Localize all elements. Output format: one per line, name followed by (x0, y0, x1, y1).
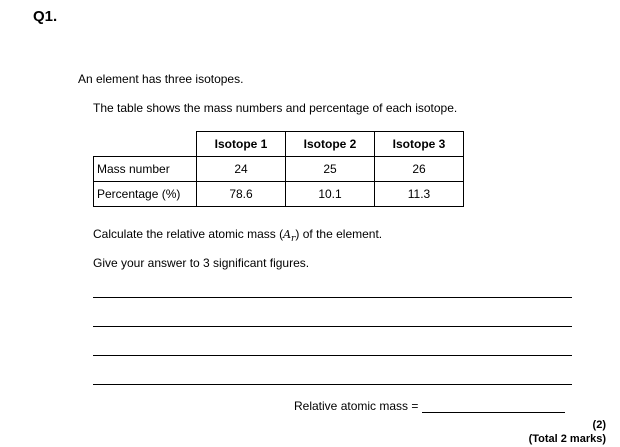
working-line-3[interactable] (93, 355, 572, 356)
question-number: Q1. (33, 8, 58, 25)
ar-symbol (283, 228, 296, 245)
row-label-percentage: Percentage (%) (94, 182, 197, 207)
row-label-mass-number: Mass number (94, 157, 197, 182)
cell-percentage-isotope-3: 11.3 (375, 182, 464, 207)
ar-symbol-subscript: r (291, 233, 296, 245)
total-marks-label: (Total 2 marks) (528, 433, 606, 445)
cell-mass-isotope-2: 25 (286, 157, 375, 182)
cell-mass-isotope-3: 26 (375, 157, 464, 182)
header-isotope-3: Isotope 3 (375, 132, 464, 157)
table-row (94, 182, 464, 207)
working-line-2[interactable] (93, 326, 572, 327)
ar-symbol-letter: A (283, 228, 292, 241)
cell-mass-isotope-1: 24 (197, 157, 286, 182)
answer-label: Relative atomic mass = (294, 399, 419, 413)
calculation-instruction (93, 227, 382, 244)
table-header-row (94, 132, 464, 157)
working-line-4[interactable] (93, 384, 572, 385)
instruction-text-end: ) of the element. (295, 227, 383, 241)
cell-percentage-isotope-1: 78.6 (197, 182, 286, 207)
table-caption: The table shows the mass numbers and percentage of each isotope. (93, 101, 458, 115)
cell-percentage-isotope-2: 10.1 (286, 182, 375, 207)
final-answer-row (294, 399, 565, 413)
header-isotope-1: Isotope 1 (197, 132, 286, 157)
question-intro: An element has three isotopes. (78, 72, 244, 86)
instruction-text-start: Calculate the relative atomic mass ( (93, 227, 284, 241)
marks-label: (2) (592, 419, 606, 431)
table-row (94, 157, 464, 182)
header-isotope-2: Isotope 2 (286, 132, 375, 157)
isotope-table (93, 131, 464, 207)
working-line-1[interactable] (93, 297, 572, 298)
answer-blank[interactable] (422, 400, 565, 413)
table-corner-cell (94, 132, 197, 157)
significant-figures-instruction: Give your answer to 3 significant figures. (93, 256, 310, 270)
